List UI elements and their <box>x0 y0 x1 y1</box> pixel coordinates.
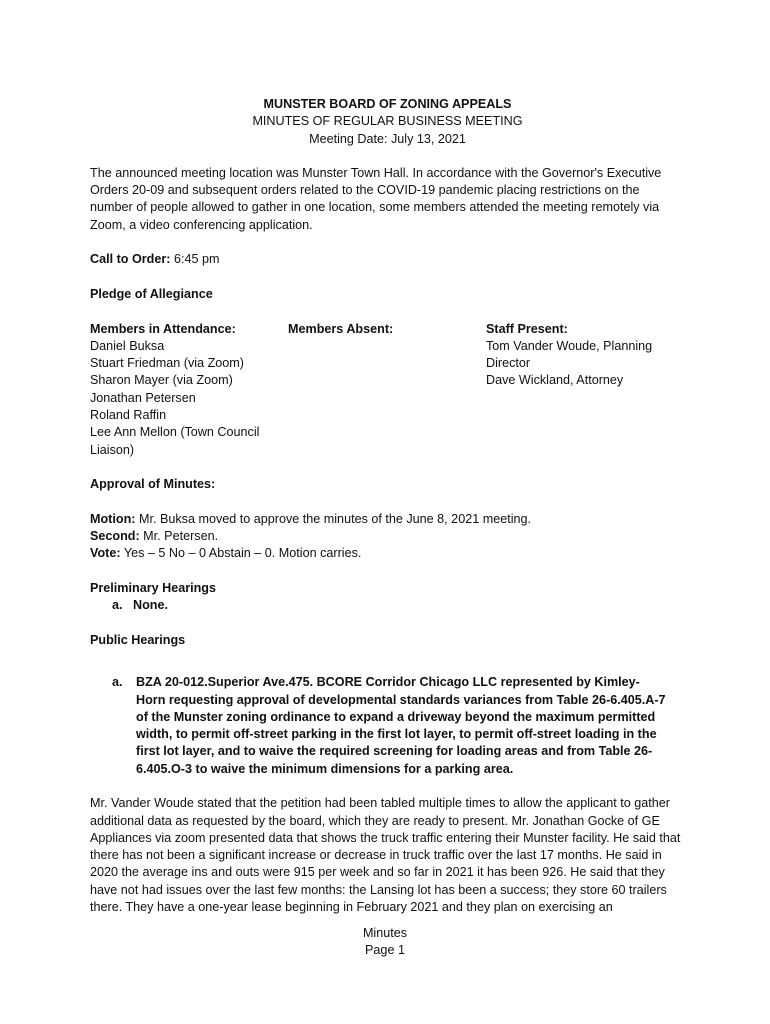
preliminary-item <box>112 597 685 614</box>
motion-text: Mr. Buksa moved to approve the minutes of the June 8, 2021 meeting. <box>135 511 532 526</box>
member-item: Stuart Friedman (via Zoom) <box>90 356 244 371</box>
preliminary-item-text: None. <box>133 598 168 613</box>
footer-minutes: Minutes <box>362 926 408 940</box>
motion-block <box>90 511 685 563</box>
document-header <box>90 96 685 148</box>
document-content <box>90 96 685 934</box>
preliminary-section <box>90 580 685 615</box>
preliminary-heading: Preliminary Hearings <box>90 581 216 596</box>
call-to-order-value: 6:45 pm <box>170 252 220 267</box>
second-label: Second: <box>90 529 140 544</box>
absent-column <box>288 321 486 459</box>
member-item: Lee Ann Mellon (Town Council Liaison) <box>90 425 260 457</box>
call-to-order <box>90 251 685 268</box>
vote-label: Vote: <box>90 546 121 561</box>
second-text: Mr. Petersen. <box>139 529 219 544</box>
pledge-heading: Pledge of Allegiance <box>90 286 213 301</box>
motion-label: Motion: <box>90 511 136 526</box>
members-column <box>90 321 288 459</box>
attendance-section <box>90 321 685 459</box>
vote-text: Yes – 5 No – 0 Abstain – 0. Motion carries. <box>120 546 362 561</box>
document-subtitle: MINUTES OF REGULAR BUSINESS MEETING <box>252 114 523 129</box>
document-title: MUNSTER BOARD OF ZONING APPEALS <box>263 97 512 111</box>
staff-item: Dave Wickland, Attorney <box>486 373 624 388</box>
public-hearing-text: BZA 20-012.Superior Ave.475. BCORE Corridor Chicago LLC represented by Kimley-Horn requesting approval of developmental standards variances from Table 26-6.405.A-7 of the Munster zoning ordinance to expand a driveway beyond the maximum permitted width, to permit off-street parking in the first lot layer, to permit off-street loading in the first lot layer, and to waive the required screening for loading areas and from Table 26-6.405.O-3 to waive the minimum dimensions for a parking area. <box>136 675 666 776</box>
meeting-date: Meeting Date: July 13, 2021 <box>309 131 466 146</box>
intro-paragraph: The announced meeting location was Munster Town Hall. In accordance with the Governor's Executive Orders 20-09 and subsequent orders related to the COVID-19 pandemic placing restrictions on the number of people allowed to gather in one location, some members attended the meeting remotely via Zoom, a video conferencing application. <box>90 165 662 232</box>
member-item: Daniel Buksa <box>90 338 165 353</box>
public-hearing-label: a. <box>112 675 123 690</box>
member-item: Roland Raffin <box>90 408 167 423</box>
absent-label: Members Absent: <box>288 321 394 336</box>
staff-column <box>486 321 666 459</box>
body-paragraph: Mr. Vander Woude stated that the petition had been tabled multiple times to allow the applicant to gather additional data as requested by the board, which they are ready to present. Mr. Jonathan Gocke of GE Appliances via zoom presented data that shows the truck traffic entering their Munster facility. He said that there has not been a significant increase or decrease in truck traffic over the last 17 months. He said in 2020 the average ins and outs were 915 per week and so far in 2021 it has been 926. He said that they have not had issues over the last few months: the Lansing lot has been a success; they store 60 trailers there. They have a one-year lease beginning in February 2021 and they plan on exercising an <box>90 796 681 915</box>
page-footer <box>0 925 770 960</box>
call-to-order-label: Call to Order: <box>90 252 171 267</box>
approval-heading: Approval of Minutes: <box>90 477 216 492</box>
member-item: Sharon Mayer (via Zoom) <box>90 373 233 388</box>
preliminary-item-label: a. <box>112 598 123 613</box>
public-hearing-item <box>112 674 685 778</box>
members-label: Members in Attendance: <box>90 321 236 336</box>
footer-page-number: Page 1 <box>365 943 405 958</box>
member-item: Jonathan Petersen <box>90 390 196 405</box>
staff-item: Tom Vander Woude, Planning Director <box>486 338 653 371</box>
public-heading: Public Hearings <box>90 632 186 647</box>
staff-label: Staff Present: <box>486 321 568 336</box>
